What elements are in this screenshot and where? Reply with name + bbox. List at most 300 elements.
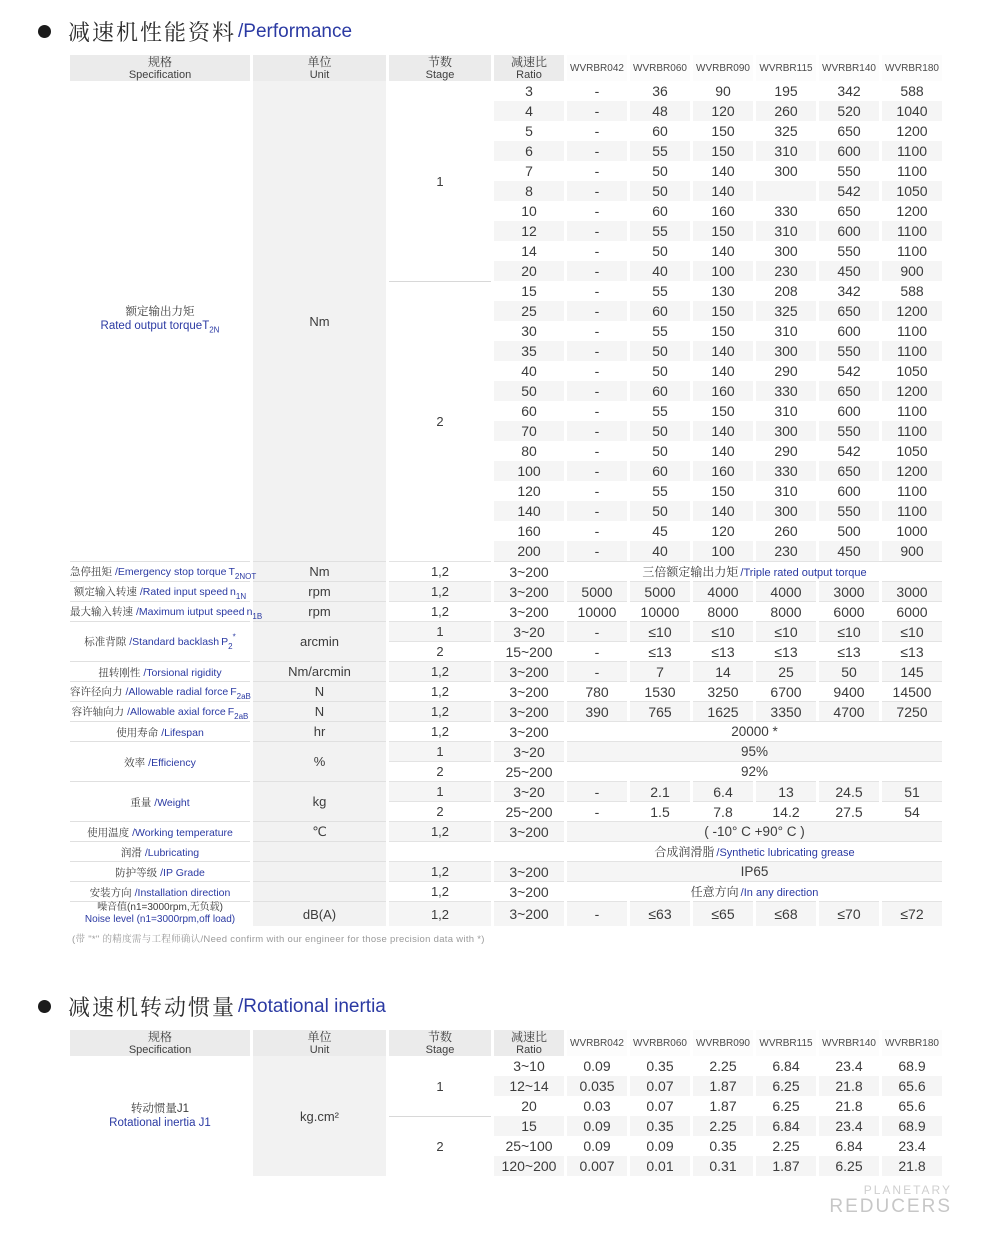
performance-section-title [38,16,955,47]
value-cell: 65.6 [882,1076,942,1096]
value-cell: 310 [756,141,816,161]
stage-cell: 1 [389,781,491,801]
value-cell: 150 [711,123,735,139]
value-cell: - [567,781,627,801]
value-cell: 2.1 [630,781,690,801]
table-row [70,1056,942,1076]
value-cell: 4700 [819,701,879,721]
value-cell: 150 [693,141,753,161]
performance-title-zh: 减速机性能资料 [68,20,237,45]
value-cell: 0.35 [709,1138,737,1154]
value-cell: - [567,141,627,161]
ratio-cell: 4 [494,101,564,121]
table-row [70,661,942,681]
value-cell: 1.87 [709,1098,737,1114]
value-cell: 0.09 [567,1116,627,1136]
value-cell: - [567,461,627,481]
value-cell: 290 [774,363,798,379]
spec-label: 使用寿命 /Lifespan [70,721,250,741]
value-cell: 0.31 [693,1156,753,1176]
unit-cell: dB(A) [253,901,386,926]
ratio-cell: 70 [494,421,564,441]
value-cell: 0.007 [567,1156,627,1176]
ratio-cell: 50 [494,381,564,401]
value-cell: 542 [819,181,879,201]
value-cell: ≤13 [630,641,690,661]
stage-cell [389,841,491,861]
value-cell: 27.5 [819,801,879,821]
ratio-cell: 3~20 [494,621,564,641]
value-cell: 150 [711,483,735,499]
value-cell: 140 [693,181,753,201]
stage-cell: 2 [389,641,491,661]
value-cell: 140 [711,363,735,379]
spec-label: 急停扭矩 /Emergency stop torque $T_{2NOT}$ [70,561,250,581]
column-header-ratio: 减速比 Ratio [494,1030,564,1056]
column-header-model: WVRBR180 [882,1030,942,1056]
value-cell: - [594,483,600,499]
stage-cell: 1,2 [389,561,491,581]
value-cell: 0.09 [646,1138,674,1154]
value-cell: 1625 [693,701,753,721]
ratio-cell: 14 [521,243,537,259]
value-cell: 330 [774,203,798,219]
ratio-cell: 3~200 [494,561,564,581]
value-cell: 550 [819,341,879,361]
value-cell: 260 [756,101,816,121]
value-cell: - [594,523,600,539]
table-row [70,841,942,861]
value-span-cell: ( -10° C +90° C ) [567,821,942,841]
value-cell: - [567,341,627,361]
ratio-cell: 25~200 [494,801,564,821]
column-header-model: WVRBR060 [630,1030,690,1056]
value-cell: - [594,203,600,219]
spec-label: 噪音值(n1=3000rpm,无负载) Noise level (n1=3000rpm,off load) [70,901,250,926]
ratio-cell: 3~20 [494,741,564,761]
value-cell: - [594,323,600,339]
value-span-cell: 92% [567,761,942,781]
value-cell: 150 [693,301,753,321]
value-cell: 1040 [882,101,942,121]
value-cell: 900 [882,261,942,281]
value-cell: 68.9 [898,1058,926,1074]
value-span-cell: 合成润滑脂 /Synthetic lubricating grease [567,841,942,861]
ratio-cell: 15 [521,283,537,299]
value-cell: 342 [837,83,861,99]
stage-cell: 1,2 [389,581,491,601]
value-span-cell: 任意方向 /In any direction [567,881,942,901]
value-cell: ≤10 [819,621,879,641]
performance-title-en: /Performance [238,20,353,42]
value-cell: 55 [652,283,668,299]
value-cell: 6.25 [756,1076,816,1096]
value-cell: 55 [652,483,668,499]
ratio-cell: 25 [494,301,564,321]
value-cell: - [567,221,627,241]
value-cell: 2.25 [709,1058,737,1074]
value-cell: 21.8 [835,1098,863,1114]
value-cell: 310 [756,221,816,241]
column-header-model: WVRBR180 [882,55,942,81]
ratio-cell: 3 [525,83,533,99]
value-cell: 140 [693,501,753,521]
value-cell: 120 [693,101,753,121]
value-cell: 2.25 [693,1116,753,1136]
spec-label-rated-output-torque: 额定输出力矩 Rated output torqueT$_{2N}$ [100,305,220,335]
performance-section [38,16,955,945]
value-cell: - [567,661,627,681]
value-cell: 7250 [882,701,942,721]
value-cell: ≤63 [630,901,690,926]
column-header-model: WVRBR060 [630,55,690,81]
value-cell: 140 [711,443,735,459]
value-cell: 1100 [882,421,942,441]
value-cell: ≤10 [882,621,942,641]
value-cell: 14500 [882,681,942,701]
ratio-cell: 30 [521,323,537,339]
stage-cell: 1 [389,741,491,761]
value-cell: - [594,443,600,459]
value-cell: 1200 [882,461,942,481]
unit-cell: Nm [253,561,386,581]
spec-label: 标准背隙 /Standard backlash $P_2^*$ [70,621,250,661]
value-cell: - [594,283,600,299]
value-cell: 3350 [756,701,816,721]
spec-label: 扭转刚性 /Torsional rigidity [70,661,250,681]
value-cell: 23.4 [835,1058,863,1074]
ratio-cell: 12~14 [494,1076,564,1096]
brand-line-planetary: PLANETARY [863,1183,952,1197]
value-cell: 450 [819,541,879,561]
ratio-cell: 120~200 [494,1156,564,1176]
value-cell: 40 [630,261,690,281]
value-cell: - [567,641,627,661]
value-cell [756,181,816,201]
value-cell: 588 [900,83,924,99]
value-cell: 6000 [882,601,942,621]
unit-cell: rpm [253,581,386,601]
value-cell: 145 [882,661,942,681]
value-cell: 290 [774,443,798,459]
stage-cell: 2 [389,281,491,561]
stage-cell: 2 [389,1116,491,1176]
value-cell: 14.2 [756,801,816,821]
ratio-cell: 3~200 [494,681,564,701]
table-row [70,621,942,641]
value-cell: 3000 [882,581,942,601]
value-cell: 60 [630,381,690,401]
spec-label-rotational-inertia: 转动惯量J1 Rotational inertia J1 [109,1103,211,1129]
value-cell: ≤13 [693,641,753,661]
value-cell: 1050 [896,443,928,459]
value-cell: 600 [837,403,861,419]
value-cell: 208 [774,283,798,299]
value-cell: 195 [774,83,798,99]
value-cell: 3250 [693,681,753,701]
inertia-title-zh: 减速机转动惯量 [68,995,237,1020]
value-cell: - [594,243,600,259]
value-cell: 8000 [756,601,816,621]
value-cell: 55 [652,323,668,339]
value-cell: 600 [819,221,879,241]
value-cell: 7 [630,661,690,681]
ratio-cell: 100 [494,461,564,481]
stage-cell: 1,2 [389,821,491,841]
value-cell: 450 [819,261,879,281]
value-cell: ≤13 [819,641,879,661]
value-cell: 68.9 [882,1116,942,1136]
unit-cell: rpm [253,601,386,621]
ratio-cell: 3~200 [494,701,564,721]
value-span-cell: IP65 [567,861,942,881]
unit-cell: kg [253,781,386,821]
value-cell: - [594,83,600,99]
value-cell: - [567,381,627,401]
value-cell: 4000 [693,581,753,601]
value-cell: 310 [774,483,798,499]
value-cell: 60 [630,461,690,481]
value-cell: 650 [819,381,879,401]
value-cell: 310 [774,323,798,339]
stage-cell: 2 [389,761,491,781]
bullet-icon [38,1000,51,1013]
stage-cell: 1,2 [389,601,491,621]
value-cell: 23.4 [898,1138,926,1154]
column-header-model: WVRBR115 [756,1030,816,1056]
table-row [70,681,942,701]
value-cell: 330 [756,461,816,481]
value-cell: 0.09 [583,1058,611,1074]
table-row [70,781,942,801]
value-cell: 1200 [882,301,942,321]
value-cell: ≤10 [630,621,690,641]
value-cell: 55 [630,141,690,161]
column-header-model: WVRBR140 [819,55,879,81]
value-cell: ≤68 [756,901,816,926]
value-cell: 6.25 [772,1098,800,1114]
table-row [70,741,942,761]
spec-label: 防护等级 /IP Grade [70,861,250,881]
value-span-cell: 95% [567,741,942,761]
value-cell: 310 [774,403,798,419]
ratio-cell: 25~200 [494,761,564,781]
unit-cell: Nm/arcmin [253,661,386,681]
value-cell: 14 [693,661,753,681]
value-cell: 0.07 [646,1098,674,1114]
value-cell: 1100 [882,141,942,161]
stage-cell: 1,2 [389,861,491,881]
value-cell: 48 [630,101,690,121]
ratio-cell: 7 [525,163,533,179]
value-cell: 260 [774,523,798,539]
value-cell: 600 [837,483,861,499]
table-row [70,581,942,601]
value-cell: 8000 [693,601,753,621]
ratio-cell: 140 [494,501,564,521]
value-cell: 325 [756,301,816,321]
ratio-cell: 3~200 [494,901,564,926]
value-cell: 520 [819,101,879,121]
value-cell: 54 [882,801,942,821]
inertia-section-title [38,991,955,1022]
value-cell: - [567,901,627,926]
value-cell: 780 [567,681,627,701]
spec-label: 容许轴向力 /Allowable axial force $F_{2aB}$ [70,701,250,721]
value-cell: 50 [652,443,668,459]
value-cell: 1.87 [756,1156,816,1176]
value-cell: 542 [837,363,861,379]
value-cell: 1100 [896,163,928,179]
ratio-cell: 3~200 [494,721,564,741]
value-cell: 140 [693,421,753,441]
value-cell: 36 [652,83,668,99]
value-cell: 650 [819,301,879,321]
value-cell: 0.09 [583,1138,611,1154]
value-cell: 140 [711,163,735,179]
value-cell: 0.01 [630,1156,690,1176]
unit-cell: kg.cm² [253,1056,386,1176]
ratio-cell: 80 [521,443,537,459]
column-header-stage: 节数 Stage [389,55,491,81]
value-cell: 300 [756,421,816,441]
column-header-model: WVRBR090 [693,1030,753,1056]
ratio-cell: 5 [525,123,533,139]
value-cell: 45 [652,523,668,539]
value-cell: 500 [837,523,861,539]
value-cell: 140 [711,243,735,259]
value-cell: 1.87 [693,1076,753,1096]
unit-cell: % [253,741,386,781]
value-cell: 0.03 [583,1098,611,1114]
spec-label: 容许径向力 /Allowable radial force $F_{2aB}$ [70,681,250,701]
spec-label: 润滑 /Lubricating [70,841,250,861]
value-cell: 6.84 [756,1116,816,1136]
ratio-cell: 3~200 [494,861,564,881]
value-cell: 550 [837,243,861,259]
value-cell: - [567,801,627,821]
value-span-cell: 三倍额定输出力矩 /Triple rated output torque [567,561,942,581]
value-cell: 21.8 [819,1076,879,1096]
ratio-cell: 6 [494,141,564,161]
table-row [70,881,942,901]
ratio-cell: 35 [494,341,564,361]
value-cell: 50 [630,181,690,201]
ratio-cell: 3~200 [494,581,564,601]
ratio-cell: 10 [521,203,537,219]
value-cell: 120 [711,523,735,539]
value-cell: ≤10 [693,621,753,641]
value-cell: - [594,403,600,419]
column-header-model: WVRBR042 [567,55,627,81]
value-cell: 1100 [896,403,928,419]
spec-label: 安装方向 /Installation direction [70,881,250,901]
value-cell: 300 [756,501,816,521]
value-cell: 60 [652,203,668,219]
unit-cell: arcmin [253,621,386,661]
stage-cell: 1 [436,1078,444,1094]
value-cell: 600 [819,141,879,161]
ratio-cell [494,841,564,861]
value-cell: 50 [652,163,668,179]
value-cell: 51 [882,781,942,801]
unit-cell: N [253,681,386,701]
value-cell: 50 [819,661,879,681]
brand-line-reducers: REDUCERS [829,1196,952,1218]
value-cell: 60 [630,301,690,321]
value-cell: 100 [693,541,753,561]
value-cell: 9400 [819,681,879,701]
value-cell: 230 [756,541,816,561]
value-cell: ≤10 [756,621,816,641]
value-cell: 25 [756,661,816,681]
value-cell: 6.25 [819,1156,879,1176]
value-cell: 23.4 [819,1116,879,1136]
value-cell: - [567,541,627,561]
value-cell: 550 [837,163,861,179]
value-cell: - [567,101,627,121]
stage-cell: 1,2 [389,661,491,681]
ratio-cell: 3~200 [494,661,564,681]
value-cell: 0.35 [630,1116,690,1136]
stage-cell: 1,2 [389,701,491,721]
value-cell: 150 [711,323,735,339]
unit-cell [253,881,386,901]
value-cell: 300 [756,341,816,361]
stage-cell: 1,2 [389,881,491,901]
inertia-table [67,1030,945,1176]
value-cell: 40 [630,541,690,561]
ratio-cell: 15 [494,1116,564,1136]
value-cell: ≤13 [756,641,816,661]
spec-label: 最大输入转速 /Maximum iutput speed $n_{1B}$ [70,601,250,621]
value-cell: 24.5 [819,781,879,801]
value-cell: 550 [819,501,879,521]
column-header-model: WVRBR140 [819,1030,879,1056]
value-cell: 1050 [896,363,928,379]
value-cell: 588 [900,283,924,299]
stage-cell: 1,2 [389,721,491,741]
value-cell: - [567,261,627,281]
value-cell: 6700 [756,681,816,701]
inertia-section [38,991,955,1176]
spec-label: 效率 /Efficiency [70,741,250,781]
spec-label: 重量 /Weight [70,781,250,821]
value-cell: 50 [630,341,690,361]
value-cell: 13 [756,781,816,801]
value-cell: 1530 [630,681,690,701]
value-cell: 0.07 [630,1076,690,1096]
value-cell: 650 [837,203,861,219]
stage-cell: 1,2 [389,681,491,701]
value-cell: 342 [837,283,861,299]
value-cell: 7.8 [693,801,753,821]
ratio-cell: 3~200 [494,881,564,901]
value-cell: 50 [652,363,668,379]
spec-label: 额定输入转速 /Rated input speed $n_{1N}$ [70,581,250,601]
table-row [70,701,942,721]
ratio-cell: 12 [494,221,564,241]
value-cell: 1100 [896,323,928,339]
value-cell: 60 [652,123,668,139]
column-header-model: WVRBR090 [693,55,753,81]
performance-table [67,55,945,926]
brand-wordmark [829,1184,952,1218]
ratio-cell: 60 [521,403,537,419]
value-cell: 1050 [882,181,942,201]
value-cell: ≤70 [819,901,879,926]
value-cell: 160 [693,461,753,481]
